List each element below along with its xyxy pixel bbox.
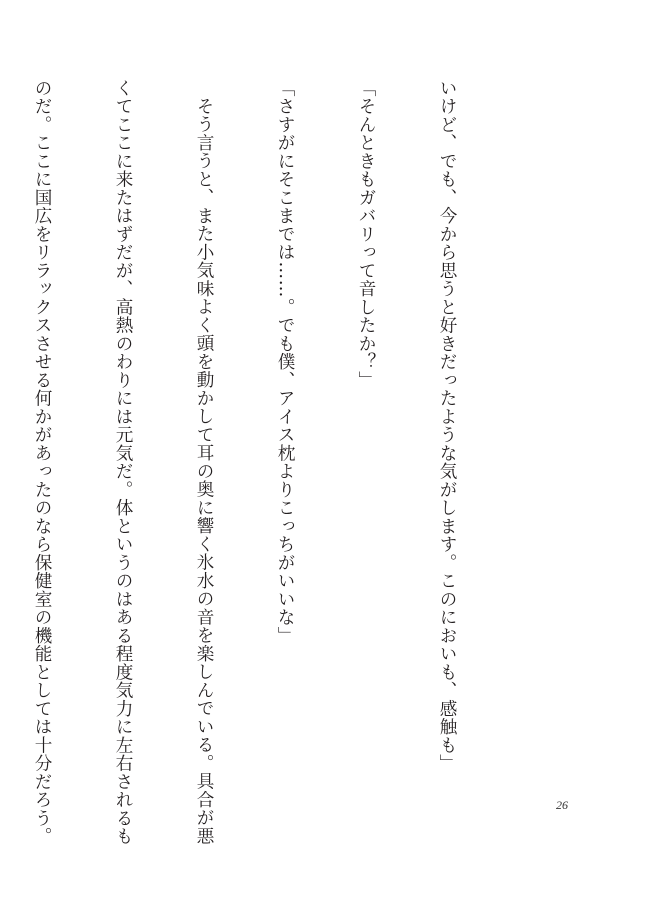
text-line: 「さすがにそこまでは……。でも僕、アイス枕よりこっちがいいな」 (275, 79, 295, 645)
text-line: そう言うと、また小気味よく頭を動かして耳の奥に響く氷水の音を楽しんでいる。具合が悪 (194, 96, 214, 845)
text-line: のだ。ここに国広をリラックスさせる何かがあったのなら保健室の機能としては十分だろう。 (32, 79, 52, 846)
text-line: 「そんときもガバリって音したか？」 (356, 79, 376, 390)
text-line: いけど、でも、今から思うと好きだったような気がします。このにおいも、感触も」 (437, 79, 457, 773)
page-number: 26 (556, 798, 568, 812)
text-line: くてここに来たはずだが、高熱のわりには元気だ。体というのはある程度気力に左右されるも (113, 79, 133, 846)
vertical-text-block (0, 79, 514, 846)
